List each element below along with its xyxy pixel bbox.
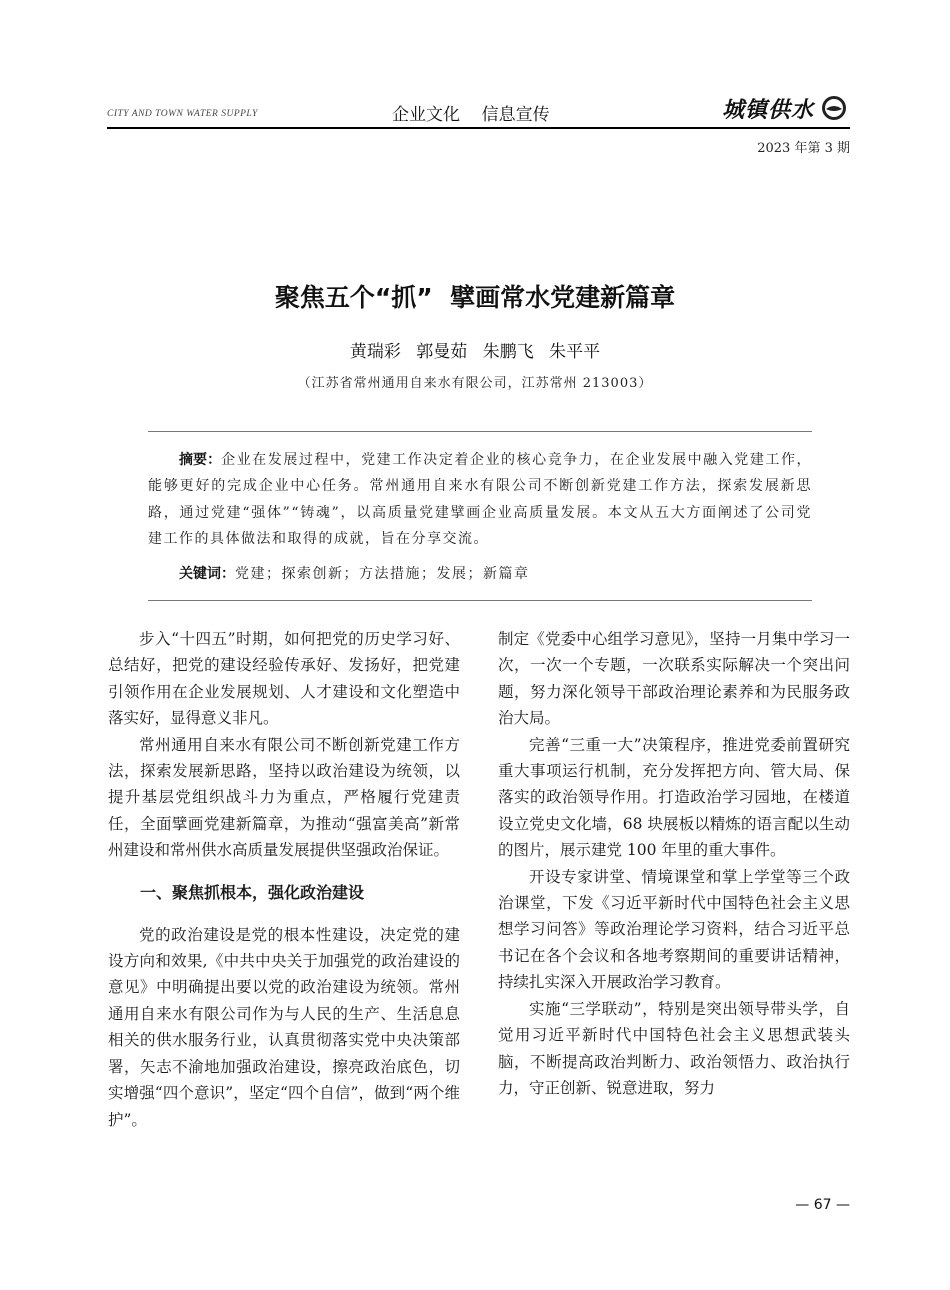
page-number: — 67 —	[795, 1197, 850, 1213]
abstract-text: 企业在发展过程中，党建工作决定着企业的核心竞争力，在企业发展中融入党建工作，能够更好的完成企业中心任务。常州通用自来水有限公司不断创新党建工作方法，探索发展新思路，通过党建“强体”“铸魂”，以高质量党建擘画企业高质量发展。本文从五大方面阐述了公司党建工作的具体做法和取得的成就，旨在分享交流。	[148, 452, 813, 548]
article-title: 聚焦五个“抓” 擘画常水党建新篇章	[274, 283, 676, 312]
paragraph-continued: 制定《党委中心组学习意见》，坚持一月集中学习一次，一次一个专题，一次联系实际解决一个突出问题，努力深化领导干部政治理论素养和为民服务政治大局。	[498, 630, 850, 728]
keywords	[179, 563, 530, 583]
keywords-label: 关键词：	[179, 566, 235, 582]
abstract-top-rule	[148, 431, 812, 432]
section-title: 企业文化 信息宣传	[392, 105, 550, 125]
paragraph: 常州通用自来水有限公司不断创新党建工作方法，探索发展新思路，坚持以政治建设为统领，以提升基层党组织战斗力为重点，严格履行党建责任，全面擘画党建新篇章，为推动“强富美高”新常州建设和常州供水高质量发展提供坚强政治保证。	[108, 735, 460, 860]
section-heading: 一、聚焦抓根本，强化政治建设	[140, 882, 365, 902]
abstract-label: 摘要：	[179, 452, 222, 468]
abstract-bottom-rule	[148, 600, 812, 601]
logo-text: 城镇供水	[722, 96, 815, 123]
header-rule	[107, 127, 850, 129]
paragraph: 完善“三重一大”决策程序，推进党委前置研究重大事项运行机制，充分发挥把方向、管大局、保落实的政治领导作用。打造政治学习园地，在楼道设立党史文化墙，68 块展板以精炼的语言配以生动的图片，展示建党 100 年里的重大事件。	[498, 735, 850, 860]
water-drop-logo-icon	[820, 94, 848, 122]
journal-english-name: CITY AND TOWN WATER SUPPLY	[107, 109, 258, 119]
authors: 黄瑞彩 郭曼茹 朱鹏飞 朱平平	[349, 342, 601, 362]
left-column	[108, 626, 460, 1133]
abstract	[148, 447, 812, 553]
paragraph: 步入“十四五”时期，如何把党的历史学习好、总结好，把党的建设经验传承好、发扬好，把党建引领作用在企业发展规划、人才建设和文化塑造中落实好，显得意义非凡。	[108, 630, 460, 728]
keywords-text: 党建；探索创新；方法措施；发展；新篇章	[235, 566, 530, 582]
paragraph: 党的政治建设是党的根本性建设，决定党的建设方向和效果,《中共中央关于加强党的政治建设的意见》中明确提出要以党的政治建设为统领。常州通用自来水有限公司作为与人民的生产、生活息息相关的供水服务行业，认真贯彻落实党中央决策部署，矢志不渝地加强政治建设，擦亮政治底色，切实增强“四个意识”，坚定“四个自信”，做到“两个维护”。	[108, 925, 460, 1129]
paragraph: 开设专家讲堂、情境课堂和掌上学堂等三个政治课堂，下发《习近平新时代中国特色社会主义思想学习问答》等政治理论学习资料，结合习近平总书记在各个会议和各地考察期间的重要讲话精神，持续扎实深入开展政治学习教育。	[498, 867, 850, 992]
affiliation: （江苏省常州通用自来水有限公司，江苏常州 213003）	[297, 376, 653, 391]
paragraph: 实施“三学联动”，特别是突出领导带头学，自觉用习近平新时代中国特色社会主义思想武装头脑，不断提高政治判断力、政治领悟力、政治执行力，守正创新、锐意进取，努力	[498, 999, 850, 1097]
issue-number: 2023 年第 3 期	[757, 141, 850, 156]
right-column	[498, 626, 850, 1101]
journal-logo	[722, 92, 848, 124]
